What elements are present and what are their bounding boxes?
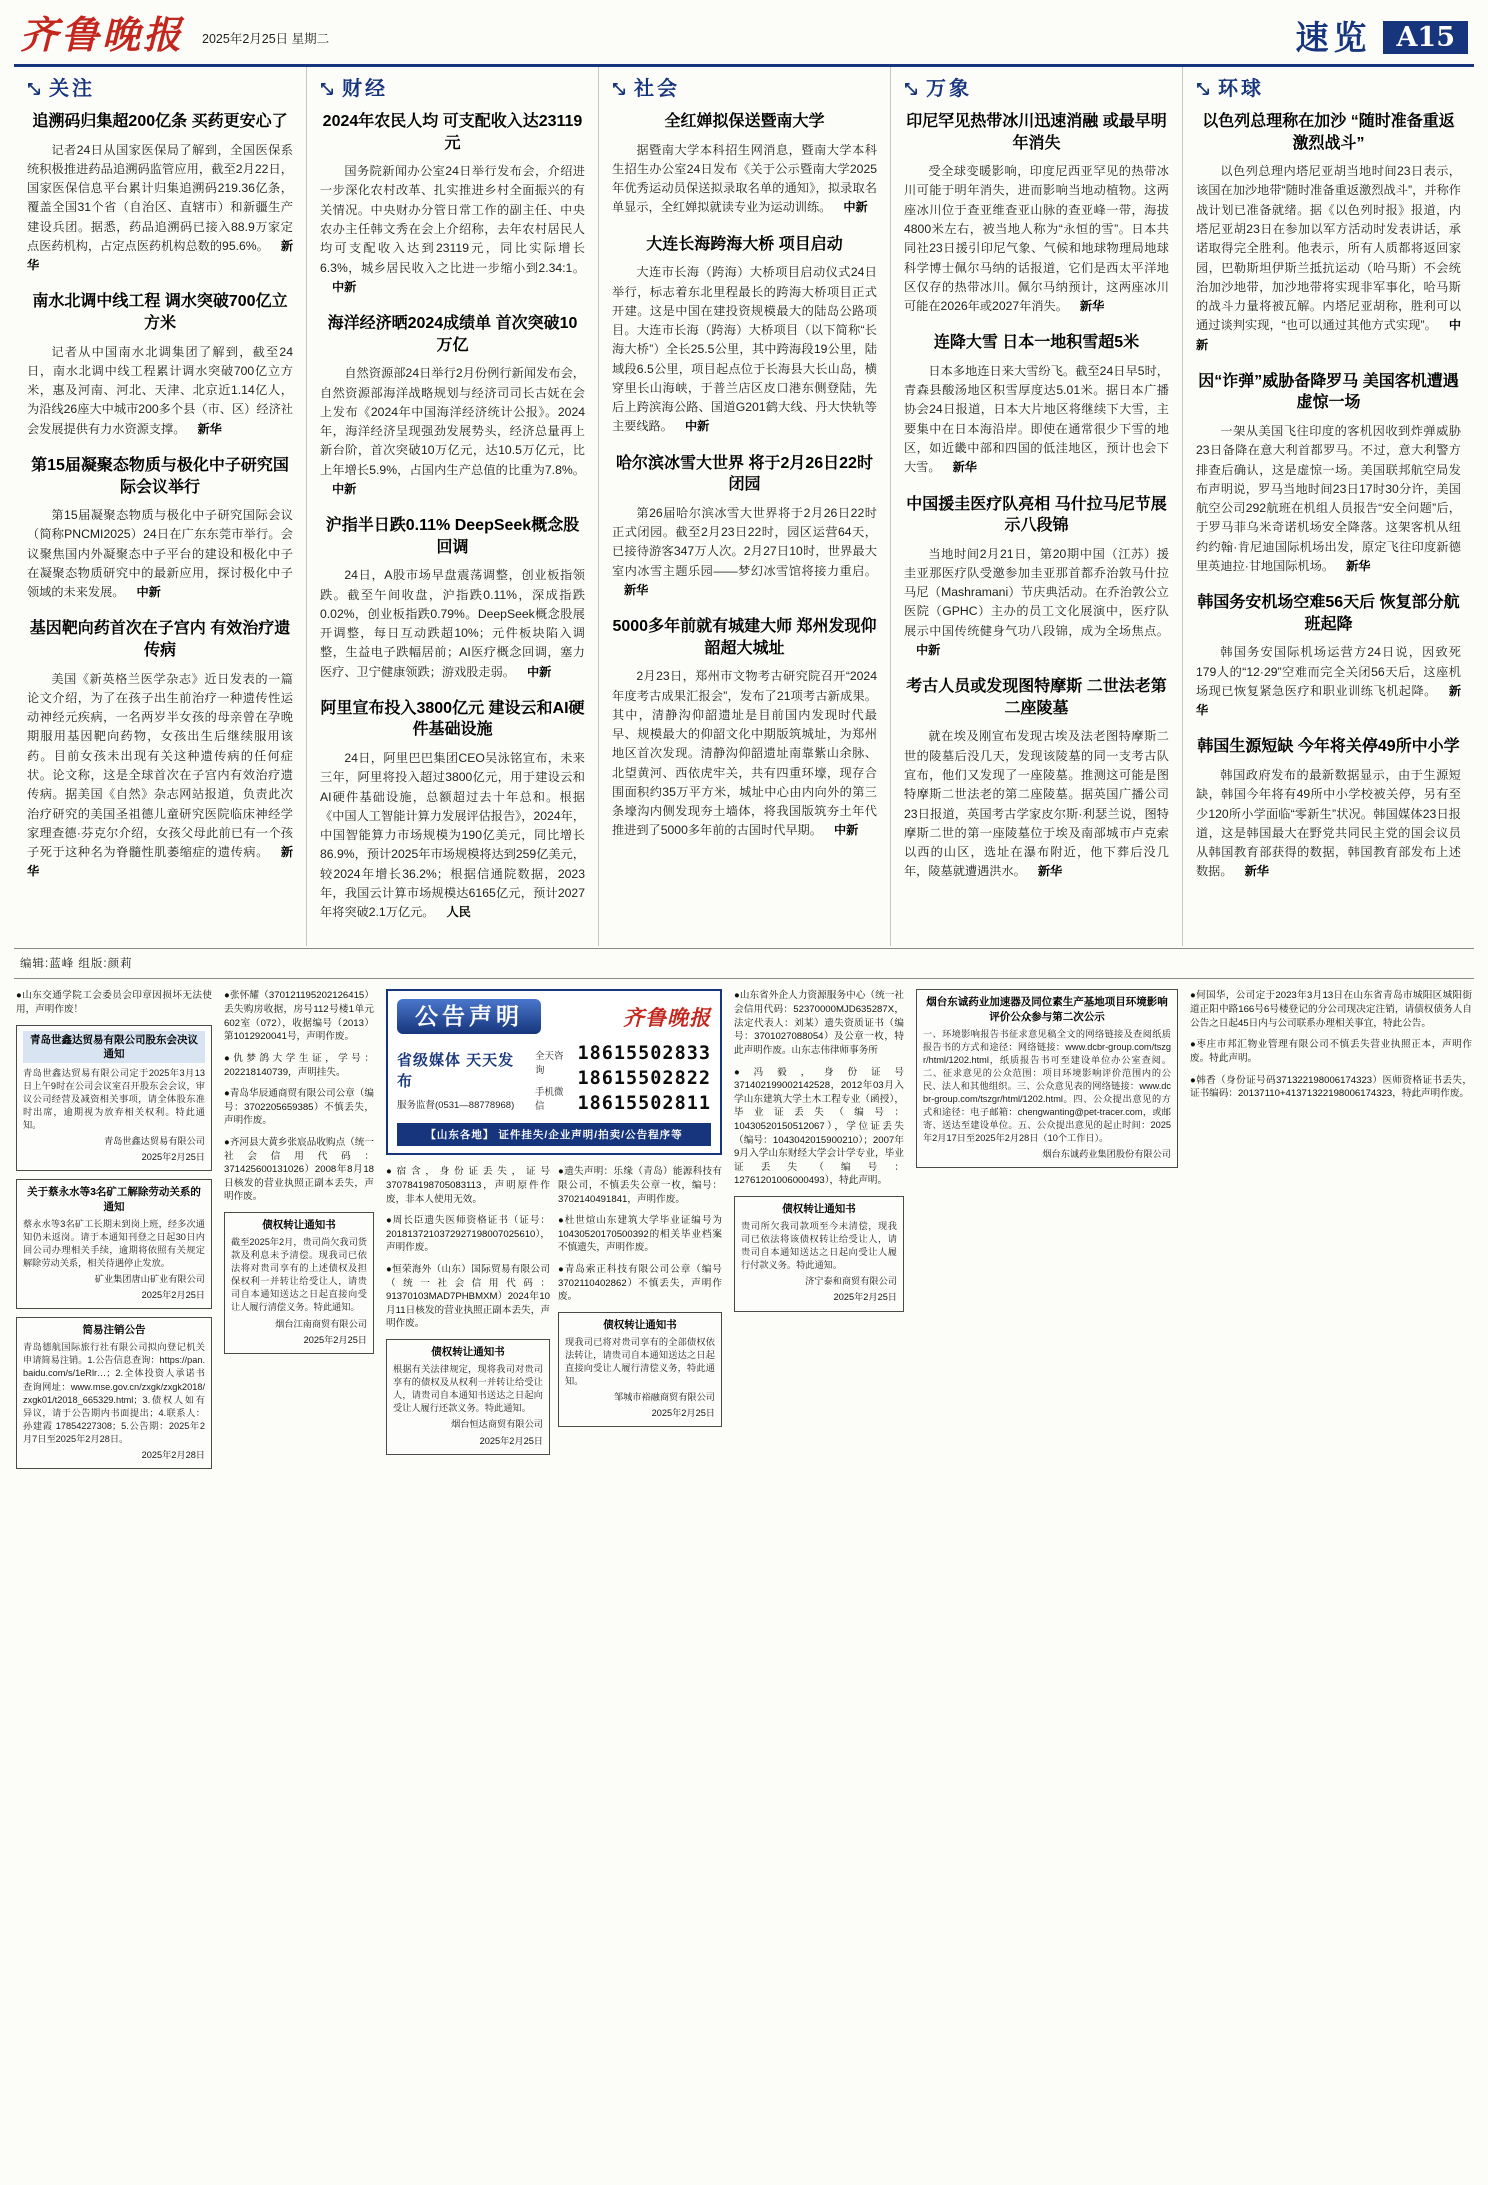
article-title: 2024年农民人均 可支配收入达23119元 <box>322 113 583 152</box>
article-source: 中新 <box>1196 318 1461 352</box>
news-article <box>904 111 1169 316</box>
classified-ad-title: 债权转让通知书 <box>603 1318 677 1331</box>
news-article <box>320 698 585 923</box>
classified-boxed-ad <box>16 1025 212 1172</box>
section-header <box>612 79 877 99</box>
article-source: 新华 <box>27 238 293 273</box>
article-source: 新华 <box>1244 864 1269 879</box>
section-header <box>27 79 293 99</box>
classifieds-section <box>14 978 1474 1472</box>
classified-ad-signature: 矿业集团唐山矿业有限公司 <box>94 1274 205 1285</box>
article-body: 第15届凝聚态物质与极化中子研究国际会议（简称PNCMI2025）24日在广东东莞市举行。会议聚焦国内外凝聚态中子平台的建设和极化中子在凝聚态物质研究中的最新应用，探讨极化中子领域的未来发展。 中新 <box>27 508 293 600</box>
section-corner-icon <box>320 82 335 97</box>
classified-column-2 <box>224 989 374 1353</box>
classified-ad-signature: 邹城市裕融商贸有限公司 <box>613 1392 715 1403</box>
article-title: 考古人员或发现图特摩斯 二世法老第二座陵墓 <box>906 678 1167 717</box>
section-header <box>904 79 1169 99</box>
article-source: 中新 <box>136 585 161 600</box>
article-body: 2月23日，郑州市文物考古研究院召开“2024年度考古成果汇报会”，发布了21项考古新成果。其中，清静沟仰韶遗址是目前国内发现时代最早、规模最大的仰韶文化中期版筑城址，为郑州地区首次发现。清静沟仰韶遗址南靠紫山余脉、北望黄河、西依虎牢关，共有四重环壕，现存合围面积约35万平方米，城址中心由内向外的第三条壕沟内侧发现夯土墙体，将我国版筑夯土年代推进到了5000多年前的古国时代早期。 中新 <box>612 669 877 838</box>
classified-ad-body: 青岛德航国际旅行社有限公司拟向登记机关申请简易注销。1.公告信息查询：https://pan.baidu.com/s/1eRlr…；2.全体投资人承诺书查询网址：www.mse.gov.cn/zxgk/zxgk2018/zxgk01/t2018_665329.html；3.债权人如有异议，请于公告期内书面提出；4.联系人：孙建霞 17854227308；5.公告期：2025年2月7日至2025年2月28日。 <box>23 1342 205 1444</box>
news-column-1 <box>14 67 306 946</box>
article-source: 中新 <box>332 279 357 294</box>
article-body: 日本多地连日来大雪纷飞。截至24日早5时，青森县酸汤地区积雪厚度达5.01米。据日本广播协会24日报道，日本大片地区将继续下大雪，主要集中在日本海沿岸。即使在通常很少下雪的地区，如近畿中部和四国的低洼地区，预计也会下大雪。 新华 <box>904 363 1169 475</box>
article-source: 新华 <box>1079 299 1105 314</box>
article-source: 中新 <box>843 200 868 215</box>
article-body: 据暨南大学本科招生网消息，暨南大学本科生招生办公室24日发布《关于公示暨南大学2025年优秀运动员保送拟录取名单的通知》，拟录取名单显示，全红婵拟就读专业为运动训练。 中新 <box>612 142 877 215</box>
article-title: 以色列总理称在加沙 “随时准备重返激烈战斗” <box>1202 113 1455 152</box>
article-title: 南水北调中线工程 调水突破700亿立方米 <box>32 293 288 333</box>
classified-ad-signature: 烟台江南商贸有限公司 <box>275 1318 367 1329</box>
section-title: 关注 <box>49 78 95 100</box>
classified-ad: ●山东省外企人力资源服务中心（统一社会信用代码：52370000MJD635287X，法定代表人：刘某）遗失资质证书（编号：3701027088054）及公章一枚，特此声明作废。山东志伟律师事务所 <box>734 990 904 1056</box>
article-body: 记者从中国南水北调集团了解到，截至24日，南水北调中线工程累计调水突破700亿立方米，惠及河南、河北、天津、北京近1.14亿人，为沿线26座大中城市200多个县（市、区）经济社会发展提供有力水资源支撑。 新华 <box>27 344 293 436</box>
article-title: 韩国生源短缺 今年将关停49所中小学 <box>1197 738 1460 756</box>
classified-ad-date: 2025年2月25日 <box>833 1292 897 1303</box>
classified-column-1 <box>16 989 212 1468</box>
classified-ad: ●枣庄市邦汇物业管理有限公司不慎丢失营业执照正本，声明作废。特此声明。 <box>1190 1039 1472 1064</box>
classified-column-6 <box>1190 989 1472 1100</box>
article-title: 基因靶向药首次在子宫内 有效治疗遗传病 <box>29 620 291 660</box>
article-source: 新华 <box>27 845 293 879</box>
news-article <box>904 494 1169 661</box>
promo-phone-number: 18615502833 <box>577 1043 711 1065</box>
classified-boxed-ad <box>224 1212 374 1354</box>
promo-supervision: 服务监督(0531—88778968) <box>397 1099 515 1111</box>
classified-ad: ●青岛华辰通商贸有限公司公章（编号：3702205659385）不慎丢失，声明作废。 <box>224 1088 374 1127</box>
article-title: 5000多年前就有城建大师 郑州发现仰韶超大城址 <box>612 618 877 657</box>
news-article <box>27 111 293 275</box>
news-article <box>612 234 877 437</box>
article-body: 第26届哈尔滨冰雪大世界将于2月26日22时正式闭园。截至2月23日22时，园区运营64天，已接待游客347万人次。2月27日10时，世界最大室内冰雪主题乐园——梦幻冰雪馆将接力重启。新华 <box>612 505 877 597</box>
promo-tagline: 省级媒体 天天发布 <box>397 1051 515 1090</box>
classified-ad-title: 债权转让通知书 <box>431 1346 505 1359</box>
article-title: 阿里宣布投入3800亿元 建设云和AI硬件基础设施 <box>320 699 585 739</box>
news-article <box>1196 736 1461 881</box>
article-body: 大连市长海（跨海）大桥项目启动仪式24日举行，标志着东北里程最长的跨海大桥项目正式开建。这是中国在建投资规模最大的陆岛公路项目。大连市长海（跨海）大桥项目（以下简称“长海大桥”）全长25.5公里，其中跨海段19公里，陆域段6.5公里，项目起点位于长海县大长山岛，横穿里长山海峡，于普兰店区皮口港东侧登陆，先后上跨滨海公路、国道G201鹤大线、丹大快轨等主要线路。 中新 <box>612 265 877 434</box>
classified-ad-title: 债权转让通知书 <box>262 1218 336 1231</box>
classified-subcolumn-2 <box>558 1165 722 1454</box>
article-body: 一架从美国飞往印度的客机因收到炸弹威胁23日备降在意大利首都罗马。不过，意大利警方排查后确认，这是虚惊一场。美国联邦航空局发布声明说，罗马当地时间23日17时30分许，美国航空公司292航班在机组人员报告“安全问题”后，于罗马菲乌米奇诺机场安全降落。这架客机从纽约约翰·肯尼迪国际机场出发，原定飞往印度新德里英迪拉·甘地国际机场。 新华 <box>1196 424 1461 573</box>
article-body: 受全球变暖影响，印度尼西亚罕见的热带冰川可能于明年消失，进而影响当地动植物。这两座冰川位于查亚维查亚山脉的查亚峰一带，海拔4800米左右，被当地人称为“永恒的雪”。日本共同社23日援引印尼气象、气候和地球物理局地球科学博士佩尔马纳的话报道，它们是西太平洋地区仅存的热带冰川。佩尔马纳预计，这两座冰川可能在2026年或2027年消失。 新华 <box>904 164 1169 314</box>
news-article <box>904 676 1169 881</box>
promo-ad <box>386 989 722 1155</box>
classified-ad: ●冯毅，身份证号371402199002142528，2012年03月入学山东建筑大学土木工程专业（函授），毕业证丢失（编号：10430520150512067），学位证丢失（编号：1043042015900210）；2007年9月入学山东财经大学会计学专业，毕业证丢失（编号：12761201006000493），特此声明。 <box>734 1066 904 1187</box>
article-title: 连降大雪 日本一地积雪超5米 <box>933 334 1140 352</box>
classified-column-4 <box>734 989 904 1311</box>
article-body: 美国《新英格兰医学杂志》近日发表的一篇论文介绍，为了在孩子出生前治疗一种遗传性运动神经元疾病，一名两岁半女孩的母亲曾在孕晚期服用基因靶向药物，女孩出生后继续服用该药。目前女孩未出现有关这种遗传病的任何症状。论文称，这是全球首次在子宫内有效治疗遗传病。据美国《自然》杂志网站报道，负责此次治疗研究的美国圣祖德儿童研究医院临床神经学家理查德·芬克尔介绍，女孩父母此前已有一个孩子死于这种名为脊髓性肌萎缩症的遗传病。 新华 <box>27 671 293 879</box>
article-title: 全红婵拟保送暨南大学 <box>664 113 825 130</box>
article-source: 中新 <box>833 823 859 838</box>
classified-ad-date: 2025年2月25日 <box>651 1408 715 1419</box>
page-section-name: 速览 <box>1295 18 1372 57</box>
news-article <box>27 291 293 439</box>
page-number-badge: A15 <box>1383 21 1468 54</box>
article-title: 韩国务安机场空难56天后 恢复部分航班起降 <box>1197 594 1460 633</box>
classified-ad-body: 贵司所欠我司款项至今未清偿，现我司已依法将该债权转让给受让人，请贵司自本通知送达之日起向受让人履行付款义务。特此通知。 <box>741 1221 897 1271</box>
news-article <box>320 111 585 297</box>
classified-boxed-ad <box>734 1196 904 1312</box>
article-title: 大连长海跨海大桥 项目启动 <box>646 235 843 253</box>
dateline: 2025年2月25日 星期二 <box>202 32 330 46</box>
classified-ad-body: 根据有关法律规定，现将我司对贵司享有的债权及从权利一并转让给受让人，请贵司自本通知书送达之日起向受让人履行还款义务。特此通知。 <box>393 1364 543 1414</box>
promo-contact-labels <box>535 1048 571 1112</box>
section-title: 财经 <box>342 78 388 100</box>
promo-title: 公告声明 <box>397 999 541 1034</box>
section-corner-icon <box>612 82 627 97</box>
article-source: 中新 <box>684 419 710 434</box>
article-source: 新华 <box>1037 864 1063 879</box>
classified-ad-date: 2025年2月25日 <box>141 1290 205 1301</box>
classified-boxed-ad <box>386 1339 550 1455</box>
article-source: 中新 <box>527 664 552 679</box>
section-title: 社会 <box>634 78 680 100</box>
classified-ad-title: 烟台东诚药业加速器及同位素生产基地项目环境影响评价公众参与第二次公示 <box>926 996 1168 1023</box>
classified-column-3 <box>386 989 722 1454</box>
classified-ad-date: 2025年2月25日 <box>479 1435 543 1446</box>
article-body: 24日，阿里巴巴集团CEO吴泳铭宣布，未来三年，阿里将投入超过3800亿元，用于建设云和AI硬件基础设施，总额超过去十年总和。根据《中国人工智能计算力发展评估报告》，2024年，中国智能算力市场规模为190亿美元，同比增长86.9%，预计2025年市场规模将达到259亿美元，较2024年增长36.2%；根据信通院数据，2023年，我国云计算市场规模达6165亿元，预计2027年将突破2.1万亿元。 人民 <box>320 751 585 920</box>
classified-column-5 <box>916 989 1178 1168</box>
classified-ad: ●韩香（身份证号码371322198006174323）医师资格证书丢失，证书编码：20137110+41371322198006174323，特此声明作废。 <box>1190 1074 1472 1100</box>
masthead-right <box>1295 18 1468 57</box>
news-columns <box>14 67 1474 946</box>
classified-ad: ●山东交通学院工会委员会印章因损坏无法使用，声明作废！ <box>16 990 212 1016</box>
news-column-5 <box>1182 67 1474 946</box>
classified-ad: ●齐河县大黄乡张宸品收购点（统一社会信用代码：371425600131026）2008年8月18日核发的营业执照正副本丢失，声明作废。 <box>224 1136 374 1203</box>
section-corner-icon <box>1196 82 1211 97</box>
article-body: 国务院新闻办公室24日举行发布会，介绍进一步深化农村改革、扎实推进乡村全面振兴的有关情况。中央财办分管日常工作的副主任、中央农办主任韩文秀在会上介绍称，去年农村居民人均可支配收入达到23119元，同比实际增长6.3%，城乡居民收入之比进一步缩小到2.34:1。中新 <box>320 164 585 294</box>
classified-ad-body: 青岛世鑫达贸易有限公司定于2025年3月13日上午9时在公司会议室召开股东会会议，审议公司经营及减资相关事项，请全体股东准时出席，逾期视为放弃相关权利。特此通知。 <box>23 1068 205 1131</box>
classified-ad-date: 2025年2月28日 <box>141 1449 205 1460</box>
article-source: 新华 <box>952 460 977 475</box>
news-article <box>904 332 1169 477</box>
classified-ad-body: 现我司已将对贵司享有的全部债权依法转让，请贵司自本通知送达之日起直接向受让人履行清偿义务，特此通知。 <box>565 1337 715 1387</box>
article-body: 当地时间2月21日，第20期中国（江苏）援圭亚那医疗队受邀参加圭亚那首都乔治敦马什拉马尼（Mashramani）节庆典活动。在乔治敦公立医院（GPHC）主办的员工文化展演中，医疗队展示中国传统健身气功八段锦，成为全场焦点。中新 <box>904 546 1169 658</box>
classified-ad: ●仇梦鸽大学生证，学号：202218140739，声明挂失。 <box>224 1052 374 1078</box>
article-body: 就在埃及刚宣布发现古埃及法老图特摩斯二世的陵墓后没几天，发现该陵墓的同一支考古队宣布，他们又发现了一座陵墓。推测这可能是图特摩斯二世法老的第二座陵墓。据英国广播公司23日报道，英国考古学家皮尔斯·利瑟兰说，图特摩斯二世的第一座陵墓位于埃及南部城市卢克索以西的山区，选址在瀑布附近，他下葬后没几年，陵墓就遭遇洪水。 新华 <box>904 729 1169 879</box>
article-source: 人民 <box>446 905 471 920</box>
section-header <box>1196 79 1461 99</box>
article-title: 因“诈弹”威胁备降罗马 美国客机遭遇虚惊一场 <box>1198 372 1459 412</box>
promo-contact-label: 手机微信 <box>535 1086 564 1112</box>
promo-left <box>397 1049 529 1111</box>
classified-ad-date: 2025年2月25日 <box>303 1334 367 1345</box>
article-body: 记者24日从国家医保局了解到，全国医保系统积极推进药品追溯码监管应用，截至2月22日，国家医保信息平台累计归集追溯码219.36亿条，覆盖全国31个省（自治区、直辖市）和新疆生产建设兵团。据悉，药品追溯码已接入88.9万家定点医药机构，占定点医药机构总数的95.6%。 新华 <box>27 142 293 273</box>
classified-ad-date: 2025年2月25日 <box>141 1152 205 1163</box>
section-title: 万象 <box>926 78 972 100</box>
classified-ad: ●遗失声明：乐缘（青岛）能源科技有限公司，不慎丢失公章一枚，编号：3702140491841，声明作废。 <box>558 1166 722 1205</box>
editor-credit: 编辑:蓝峰 组版:颜莉 <box>14 948 1474 978</box>
promo-contact-label: 全天咨询 <box>535 1050 564 1076</box>
section-title: 环球 <box>1218 78 1264 100</box>
classified-ad: ●青岛索正科技有限公司公章（编号3702110402862）不慎丢失，声明作废。 <box>558 1264 722 1303</box>
masthead-left <box>20 12 330 57</box>
article-title: 中国援圭医疗队亮相 马什拉马尼节展示八段锦 <box>906 495 1167 535</box>
article-title: 哈尔滨冰雪大世界 将于2月26日22时闭园 <box>616 454 873 494</box>
article-source: 新华 <box>1346 558 1371 573</box>
classified-subrow <box>386 1165 722 1454</box>
promo-header <box>397 999 711 1034</box>
classified-ad-signature: 烟台东诚药业集团股份有限公司 <box>1042 1149 1171 1160</box>
article-body: 韩国政府发布的最新数据显示，由于生源短缺，韩国今年将有49所中小学校被关停，另有至少120所小学面临“零新生”状况。韩国媒体23日报道，这是韩国最大在野党共同民主党的国会议员从韩国教育部获得的数据，韩国教育部发布上述数据。 新华 <box>1196 768 1461 879</box>
classified-ad-title: 青岛世鑫达贸易有限公司股东会决议通知 <box>23 1031 205 1063</box>
classified-ad: ●何国华，公司定于2023年3月13日在山东省青岛市城阳区城阳街道正阳中路166号6号楼登记的分公司现决定注销，请债权债务人自公告之日起45日内与公司联系办理相关事宜，特此公告。 <box>1190 990 1472 1029</box>
section-header <box>320 79 585 99</box>
news-article <box>320 515 585 682</box>
promo-middle <box>397 1042 711 1117</box>
classified-ad: ●杜世煊山东建筑大学毕业证编号为10430520170500392的相关毕业档案不慎遗失，声明作废。 <box>558 1215 722 1254</box>
section-corner-icon <box>27 82 42 97</box>
classified-ad-body: 蔡永水等3名矿工长期未到岗上班，经多次通知仍未返岗。请于本通知刊登之日起30日内回公司办理相关手续，逾期将依照有关规定解除劳动关系，相关待遇停止发放。 <box>23 1218 205 1268</box>
promo-phone-list <box>577 1042 711 1117</box>
news-article <box>1196 371 1461 576</box>
promo-phone-number: 18615502811 <box>577 1093 711 1115</box>
classified-ad: ●恒荣海外（山东）国际贸易有限公司（统一社会信用代码：91370103MAD7PHBMXM）2024年10月11日核发的营业执照正副本丢失，声明作废。 <box>386 1264 550 1330</box>
article-title: 印尼罕见热带冰川迅速消融 或最早明年消失 <box>906 113 1167 152</box>
article-body: 自然资源部24日举行2月份例行新闻发布会，自然资源部海洋战略规划与经济司司长古妩在会上发布《2024年中国海洋经济统计公报》。2024年，海洋经济呈现强劲发展势头，经济总量再上新台阶，首次突破10万亿元，达10.5万亿元，比上年增长5.9%，占国内生产总值的比重为7.8%。中新 <box>320 366 585 496</box>
promo-brand-logo: 齐鲁晚报 <box>623 1004 711 1030</box>
news-article <box>1196 592 1461 720</box>
classified-ad: ●宿含，身份证丢失，证号370784198705083113，声明原件作废，非本人使用无效。 <box>386 1166 550 1205</box>
classified-boxed-ad <box>558 1312 722 1428</box>
classified-boxed-ad <box>916 989 1178 1168</box>
article-title: 第15届凝聚态物质与极化中子研究国际会议举行 <box>31 456 289 496</box>
classified-boxed-ad <box>16 1317 212 1469</box>
news-column-4 <box>890 67 1182 946</box>
article-title: 追溯码归集超200亿条 买药更安心了 <box>32 113 288 130</box>
article-source: 新华 <box>1196 683 1461 718</box>
classified-ad-title: 债权转让通知书 <box>782 1202 856 1215</box>
news-article <box>27 455 293 603</box>
news-article <box>612 453 877 601</box>
article-source: 新华 <box>197 421 222 436</box>
article-title: 海洋经济晒2024成绩单 首次突破10万亿 <box>327 315 578 354</box>
article-body: 韩国务安国际机场运营方24日说，因致死179人的“12·29”空难而完全关闭56天后，这座机场现已恢复紧急医疗和职业训练飞机起降。 新华 <box>1196 645 1461 718</box>
news-article <box>27 618 293 881</box>
classified-ad: ●张怀耀（370121195202126415）丢失购房收据，房号112号楼1单元602室（072），收据编号（2013）第1012920041号，声明作废。 <box>224 990 374 1043</box>
classified-ad-title: 简易注销公告 <box>82 1324 146 1337</box>
article-body: 以色列总理内塔尼亚胡当地时间23日表示，该国在加沙地带“随时准备重返激烈战斗”，并称作战计划已准备就绪。据《以色列时报》报道，内塔尼亚胡23日在参加以军方活动时发表讲话，承诺取得完全胜利。他表示，所有人质都将返回家园，巴勒斯坦伊斯兰抵抗运动（哈马斯）不会统治加沙地带，加沙地带将实现非军事化，哈马斯的战斗力量将被瓦解。内塔尼亚胡称，胜利可以通过谈判实现，“也可以通过其他方式实现”。 中新 <box>1196 164 1461 352</box>
promo-contact <box>535 1042 711 1117</box>
news-article <box>320 313 585 499</box>
classified-ad-title: 关于蔡永水等3名矿工解除劳动关系的通知 <box>27 1186 201 1213</box>
classified-ad-signature: 济宁泰和商贸有限公司 <box>805 1276 897 1287</box>
news-article <box>612 111 877 218</box>
classified-subcolumn-1 <box>386 1165 550 1454</box>
classified-ad: ●周长臣遗失医师资格证书（证号：2018137210372927198007025610），声明作废。 <box>386 1215 550 1254</box>
news-column-2 <box>306 67 598 946</box>
article-title: 沪指半日跌0.11% DeepSeek概念股回调 <box>325 517 580 556</box>
classified-boxed-ad <box>16 1179 212 1309</box>
section-corner-icon <box>904 82 919 97</box>
classified-ad-signature: 青岛世鑫达贸易有限公司 <box>103 1136 205 1147</box>
article-source: 新华 <box>624 582 649 597</box>
newspaper-logo: 齐鲁晚报 <box>20 12 185 57</box>
article-body: 24日，A股市场早盘震荡调整，创业板指领跌。截至午间收盘，沪指跌0.11%，深成指跌0.02%，创业板指跌0.79%。DeepSeek概念股展开调整，每日互动跌超10%；元件板块陷入调整，生益电子跌幅居前；AI医疗概念回调，塞力医疗、卫宁健康领跌；游戏股走弱。 中新 <box>320 568 585 679</box>
promo-footer-bar: 【山东各地】 证件挂失/企业声明/拍卖/公告程序等 <box>397 1123 711 1146</box>
news-article <box>612 616 877 841</box>
news-article <box>1196 111 1461 355</box>
masthead <box>14 8 1474 67</box>
classified-ad-signature: 烟台恒达商贸有限公司 <box>451 1419 543 1430</box>
promo-phone-number: 18615502822 <box>577 1068 711 1090</box>
news-column-3 <box>598 67 890 946</box>
classified-ad-body: 一、环境影响报告书征求意见稿全文的网络链接及查阅纸质报告书的方式和途径：网络链接：www.dcbr-group.com/tszgr/html/1202.html，纸质报告书可至建设单位办公室查阅。二、征求意见的公众范围：项目环境影响评价范围内的公民、法人和其他组织。三、公众意见表的网络链接：www.dcbr-group.com/tszgr/html/1202.html。四、公众提出意见的方式和途径：电子邮箱：chengwanting@pet-tracer.com，或邮寄、送达至建设单位。五、公众提出意见的起止时间：2025年2月17日至2025年2月28日（10个工作日）。 <box>923 1028 1171 1144</box>
article-source: 中新 <box>332 481 357 496</box>
classified-ad-body: 截至2025年2月，贵司尚欠我司货款及利息未予清偿。现我司已依法将对贵司享有的上述债权及担保权利一并转让给受让人，请贵司自本通知送达之日起直接向受让人履行清偿义务。特此通知。 <box>231 1237 367 1313</box>
article-source: 中新 <box>916 643 941 658</box>
